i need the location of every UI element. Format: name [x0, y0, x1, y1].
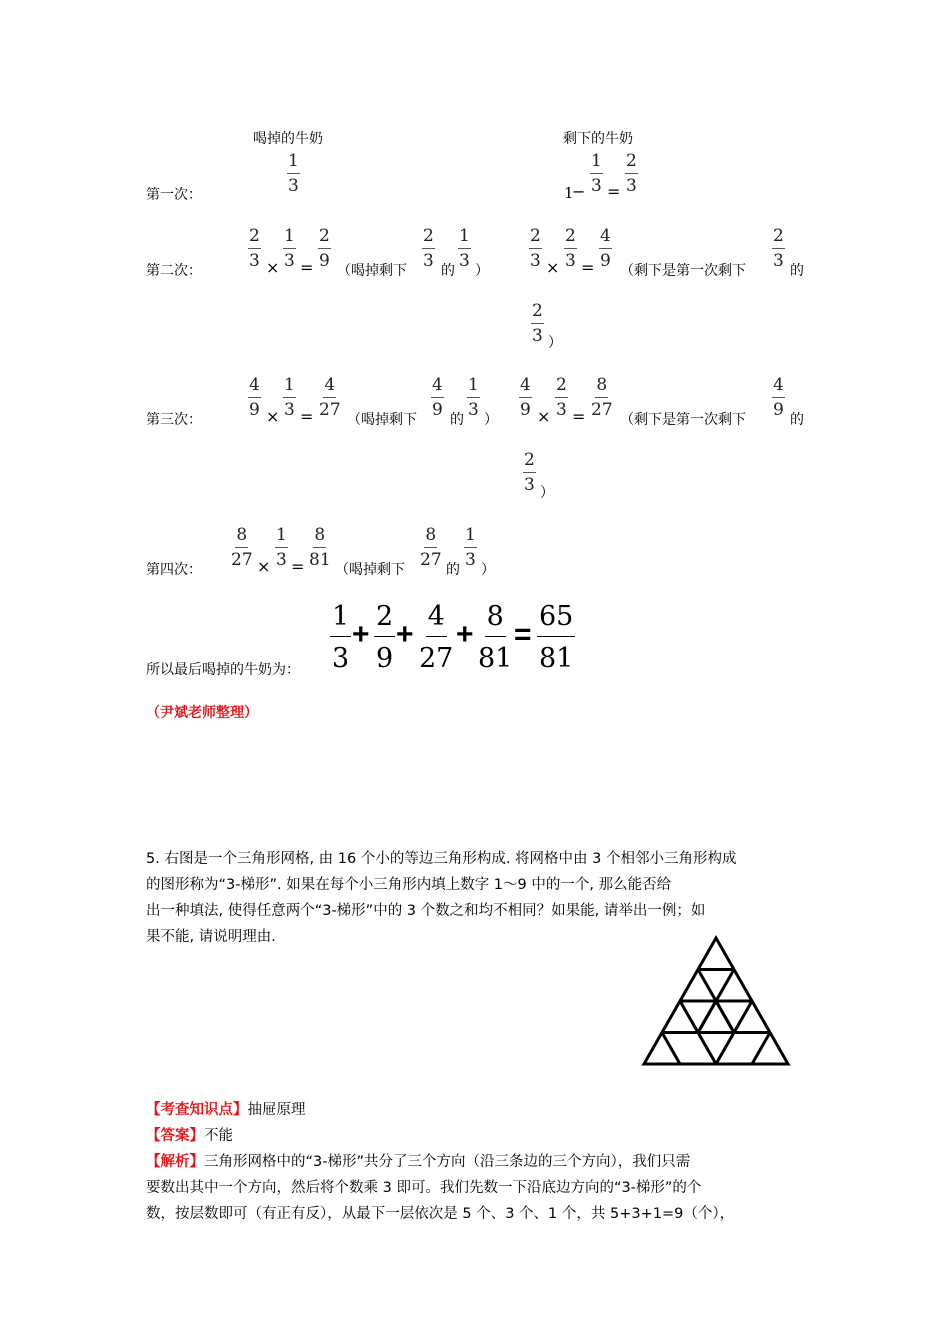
row2-left-fraction-b [564, 228, 577, 270]
grid-line [716, 1001, 734, 1033]
denominator: 27 [591, 400, 613, 420]
row2-left-note-pre: （剩下是第一次剩下 [620, 263, 746, 279]
row3-fraction-c [319, 377, 341, 419]
summary-term-3 [419, 603, 453, 672]
numerator: 4 [431, 377, 444, 398]
row2-left-note-fraction-1 [772, 228, 785, 270]
answer-label: 【答案】 [146, 1128, 204, 1144]
denominator: 3 [524, 475, 535, 495]
row4-fraction-b [275, 527, 288, 569]
answer-line [146, 1123, 810, 1149]
row2-left-note-mid: 的 [790, 263, 804, 279]
row2-left-times: × [546, 258, 560, 277]
row1-one: 1 [564, 184, 574, 202]
row4-note-mid: 的 [446, 562, 460, 578]
row3-note-pre: （喝掉剩下 [347, 412, 417, 428]
numerator: 1 [330, 603, 351, 637]
numerator: 1 [287, 153, 300, 174]
row2-note-fraction-2 [458, 228, 471, 270]
denominator: 9 [520, 400, 531, 420]
numerator: 4 [519, 377, 532, 398]
row3-equals: = [300, 407, 314, 426]
numerator: 2 [374, 603, 395, 637]
triangle-grid-figure [640, 934, 794, 1068]
denominator: 9 [376, 643, 394, 674]
answer-text: 不能 [204, 1128, 233, 1144]
numerator: 2 [248, 228, 261, 249]
denominator: 3 [773, 251, 784, 271]
denominator: 3 [465, 550, 476, 570]
numerator: 1 [283, 377, 296, 398]
denominator: 3 [249, 251, 260, 271]
solution-line-2: 要数出其中一个方向，然后将个数乘 3 即可。我们先数一下沿底边方向的“3-梯形”的个 [146, 1180, 702, 1196]
denominator: 9 [432, 400, 443, 420]
row2-equals: = [300, 258, 314, 277]
numerator: 2 [318, 228, 331, 249]
row3-left-fraction-b [555, 377, 568, 419]
denominator: 9 [319, 251, 330, 271]
row2-left-equals: = [581, 258, 595, 277]
row4-note-pre: （喝掉剩下 [335, 562, 405, 578]
denominator: 3 [565, 251, 576, 271]
denominator: 27 [420, 550, 442, 570]
row2-note-mid: 的 [441, 263, 455, 279]
numerator: 4 [599, 228, 612, 249]
numerator: 2 [531, 303, 544, 324]
numerator: 2 [564, 228, 577, 249]
row1-drunk-fraction [287, 153, 300, 195]
grid-line [698, 1001, 716, 1033]
denominator: 3 [532, 326, 543, 346]
numerator: 8 [313, 527, 326, 548]
denominator: 3 [556, 400, 567, 420]
grid-line [752, 1033, 770, 1065]
row2-note-end: ） [475, 263, 489, 279]
numerator: 1 [464, 527, 477, 548]
summary-equals: = [514, 618, 532, 651]
denominator: 81 [309, 550, 331, 570]
numerator: 4 [772, 377, 785, 398]
numerator: 2 [422, 228, 435, 249]
problem-line-2: 的图形称为“3-梯形”. 如果在每个小三角形内填上数字 1～9 中的一个, 那么能否给 [146, 877, 672, 893]
row4-note-fraction-1 [420, 527, 442, 569]
solution-line-3: 数，按层数即可（有正有反），从最下一层依次是 5 个、3 个、1 个，共 5+3+1=9（个）， [146, 1206, 735, 1222]
solution-line-1 [146, 1149, 810, 1175]
solution-text-1: 三角形网格中的“3-梯形”共分了三个方向（沿三条边的三个方向），我们只需 [204, 1154, 691, 1170]
row1-label: 第一次： [146, 187, 202, 203]
row3-left-note-fraction-1 [772, 377, 785, 419]
row1-left-fraction-a [590, 153, 603, 195]
denominator: 9 [600, 251, 611, 271]
denominator: 3 [459, 251, 470, 271]
row3-times: × [266, 407, 280, 426]
header-left: 剩下的牛奶 [563, 131, 633, 147]
row3-left-fraction-c [591, 377, 613, 419]
row4-note-fraction-2 [464, 527, 477, 569]
row3-fraction-b [283, 377, 296, 419]
row4-times: × [257, 557, 271, 576]
row3-left-note-end: ） [540, 485, 554, 501]
denominator: 3 [284, 400, 295, 420]
row1-minus: − [572, 182, 586, 201]
row2-fraction-a [248, 228, 261, 270]
denominator: 3 [332, 643, 350, 674]
numerator: 4 [323, 377, 336, 398]
row3-note-end: ） [484, 412, 498, 428]
row3-left-fraction-a [519, 377, 532, 419]
knowledge-label: 【考查知识点】 [146, 1102, 248, 1118]
summary-term-2 [374, 603, 395, 672]
denominator: 9 [249, 400, 260, 420]
numerator: 1 [275, 527, 288, 548]
denominator: 9 [773, 400, 784, 420]
numerator: 2 [529, 228, 542, 249]
numerator: 2 [772, 228, 785, 249]
numerator: 2 [523, 452, 536, 473]
row3-note-fraction-2 [467, 377, 480, 419]
summary-plus-3: + [456, 618, 474, 651]
summary-plus-2: + [396, 618, 414, 651]
row4-equals: = [291, 557, 305, 576]
knowledge-text: 抽屉原理 [247, 1102, 306, 1118]
numerator: 4 [426, 603, 447, 637]
row3-left-note-fraction-2 [523, 452, 536, 494]
answer-section [146, 1097, 810, 1227]
row3-note-mid: 的 [450, 412, 464, 428]
numerator: 65 [537, 603, 575, 637]
numerator: 1 [590, 153, 603, 174]
numerator: 8 [595, 377, 608, 398]
denominator: 3 [626, 176, 637, 196]
summary-term-4 [478, 603, 512, 672]
numerator: 2 [555, 377, 568, 398]
row3-note-fraction-1 [431, 377, 444, 419]
row2-fraction-b [283, 228, 296, 270]
row3-left-times: × [537, 407, 551, 426]
denominator: 3 [591, 176, 602, 196]
numerator: 1 [283, 228, 296, 249]
row3-left-note-pre: （剩下是第一次剩下 [620, 412, 746, 428]
summary-result [537, 603, 575, 672]
summary-plus-1: + [352, 618, 370, 651]
row2-note-pre: （喝掉剩下 [337, 263, 407, 279]
row3-left-note-mid: 的 [790, 412, 804, 428]
header-drunk: 喝掉的牛奶 [253, 131, 323, 147]
numerator: 8 [235, 527, 248, 548]
grid-line [662, 1033, 680, 1065]
row2-note-fraction-1 [422, 228, 435, 270]
row1-left-fraction-b [625, 153, 638, 195]
denominator: 3 [276, 550, 287, 570]
denominator: 27 [231, 550, 253, 570]
denominator: 3 [423, 251, 434, 271]
row3-label: 第三次： [146, 412, 202, 428]
numerator: 4 [248, 377, 261, 398]
numerator: 8 [485, 603, 506, 637]
row2-left-note-fraction-2 [531, 303, 544, 345]
row2-times: × [266, 258, 280, 277]
row3-left-equals: = [572, 407, 586, 426]
row1-equals: = [607, 182, 621, 201]
row2-left-note-end: ） [548, 335, 562, 351]
summary-label: 所以最后喝掉的牛奶为： [146, 662, 300, 678]
row4-fraction-a [231, 527, 253, 569]
solution-label: 【解析】 [146, 1154, 204, 1170]
row4-label: 第四次： [146, 562, 202, 578]
denominator: 27 [319, 400, 341, 420]
row3-fraction-a [248, 377, 261, 419]
row2-left-fraction-a [529, 228, 542, 270]
row4-fraction-c [309, 527, 331, 569]
row2-left-fraction-c [599, 228, 612, 270]
row2-fraction-c [318, 228, 331, 270]
problem-line-1: 5. 右图是一个三角形网格, 由 16 个小的等边三角形构成. 将网格中由 3 个相邻小三角形构成 [146, 851, 737, 867]
denominator: 3 [284, 251, 295, 271]
numerator: 1 [467, 377, 480, 398]
denominator: 81 [478, 643, 513, 674]
denominator: 3 [288, 176, 299, 196]
knowledge-line [146, 1097, 810, 1123]
numerator: 1 [458, 228, 471, 249]
numerator: 2 [625, 153, 638, 174]
row4-note-end: ） [481, 562, 495, 578]
denominator: 3 [468, 400, 479, 420]
denominator: 81 [539, 643, 574, 674]
row2-label: 第二次： [146, 263, 202, 279]
problem-line-4: 果不能, 请说明理由. [146, 929, 276, 945]
summary-term-1 [330, 603, 351, 672]
credit: （尹斌老师整理） [146, 705, 258, 721]
denominator: 3 [530, 251, 541, 271]
numerator: 8 [424, 527, 437, 548]
problem-line-3: 出一种填法, 使得任意两个“3-梯形”中的 3 个数之和均不相同？如果能, 请举出一例；如 [146, 903, 706, 919]
denominator: 27 [419, 643, 454, 674]
